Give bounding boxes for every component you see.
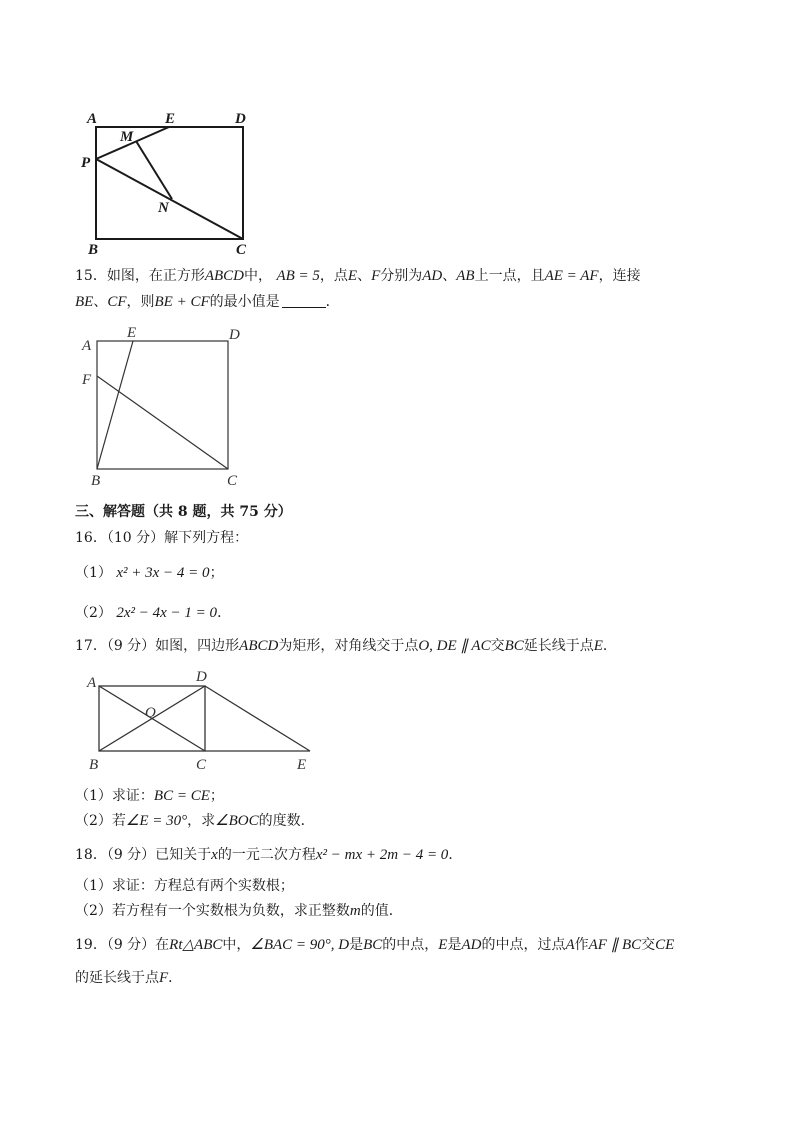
q18-part1: （1）求证：方程总有两个实数根；: [75, 878, 294, 894]
q19-line2: 的延长线于点F．: [75, 970, 183, 986]
label-b: B: [91, 473, 101, 489]
label-e: E: [297, 757, 307, 773]
segment-be: [97, 341, 133, 469]
figure-q17: [78, 666, 328, 774]
q16-part2: （2） 2x² − 4x − 1 = 0．: [75, 605, 232, 621]
rect-abcd-q14: [96, 127, 243, 239]
label-e: E: [165, 111, 176, 127]
square-abcd-q15: [97, 341, 228, 469]
figure-q14: [78, 105, 268, 260]
label-a: A: [87, 111, 98, 127]
label-c: C: [196, 757, 207, 773]
segment-de: [205, 686, 310, 751]
label-b: B: [89, 757, 99, 773]
label-a: A: [82, 338, 92, 354]
label-n: N: [158, 200, 169, 216]
label-d: D: [196, 669, 207, 685]
label-m: M: [120, 129, 134, 145]
q18-head: 18．（9 分）已知关于x的一元二次方程x² − mx + 2m − 4 = 0．: [75, 847, 463, 863]
segment-fc: [97, 376, 228, 469]
label-f: F: [82, 372, 92, 388]
section-heading: 三、解答题（共 8 题，共 75 分）: [75, 504, 292, 520]
label-c: C: [227, 473, 238, 489]
q15-text-line2: BE、CF，则BE + CF的最小值是 ．: [75, 294, 340, 310]
q18-part2: （2）若方程有一个实数根为负数，求正整数m的值．: [75, 903, 403, 919]
q16-head: 16．（10 分）解下列方程：: [75, 530, 249, 546]
figure-q15: [78, 322, 248, 490]
label-p: P: [81, 155, 91, 171]
q17-part1: （1）求证：BC = CE；: [75, 788, 224, 804]
label-o: O: [145, 705, 156, 721]
q19-head: 19．（9 分）在Rt△ABC中，∠BAC = 90°, D是BC的中点，E是AD的中点，过点A作AF ∥ BC交CE: [75, 937, 675, 953]
label-d: D: [235, 111, 246, 127]
label-e: E: [127, 325, 137, 341]
label-d: D: [229, 327, 240, 343]
q17-head: 17．（9 分）如图，四边形ABCD为矩形，对角线交于点O, DE ∥ AC交BC延长线于点E．: [75, 638, 617, 654]
answer-blank: [282, 293, 326, 308]
label-b: B: [88, 242, 99, 258]
label-a: A: [87, 675, 97, 691]
q15-text: 15．如图，在正方形ABCD中， AB = 5，点E、F分别为AD、AB上一点，且AE = AF，连接: [75, 268, 641, 284]
q17-part2: （2）若∠E = 30°，求∠BOC的度数．: [75, 813, 315, 829]
label-c: C: [236, 242, 247, 258]
q16-part1: （1） x² + 3x − 4 = 0；: [75, 565, 224, 581]
segment-pc: [96, 159, 243, 239]
